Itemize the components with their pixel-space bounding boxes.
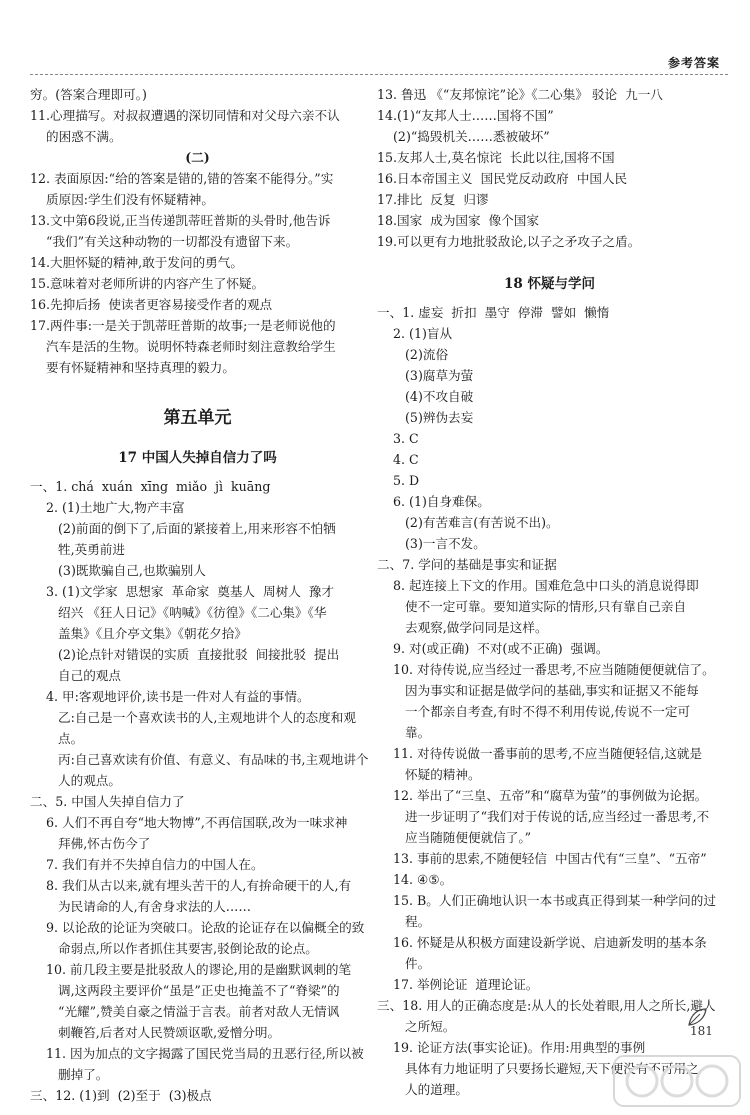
answer-line: 3. (1)文学家 思想家 革命家 奠基人 周树人 豫才 [30,584,334,599]
lesson-title: 17 中国人失掉自信力了吗 [118,450,277,466]
answer-line: (2)有苦难言(有苦说不出)。 [377,515,559,530]
answer-line: 14. ④⑤。 [377,872,453,887]
answer-line: 绍兴 《狂人日记》《呐喊》《彷徨》《二心集》《华 [30,605,327,620]
answer-line: “我们”有关这种动物的一切都没有遗留下来。 [30,234,299,249]
answer-line: 靠。 [377,725,431,740]
answer-line: 16.日本帝国主义 国民党反动政府 中国人民 [377,171,628,186]
answer-line: 13.文中第6段说,正当传递凯蒂旺普斯的头骨时,他告诉 [30,213,331,228]
header-title: 参考答案 [667,56,720,70]
answer-line: 14.(1)“友邦人士……国将不国” [377,108,554,123]
answer-line: 人的观点。 [30,773,121,788]
answer-line: 调,这两段主要评价“虽是”正史也掩盖不了“脊梁”的 [30,983,340,998]
answer-line: (4)不攻自破 [377,389,474,404]
answer-line: 盖集》《且介亭文集》《朝花夕拾》 [30,626,247,641]
answer-line: 15.意味着对老师所讲的内容产生了怀疑。 [30,276,265,291]
answer-line: (3)一言不发。 [377,536,486,551]
answer-line: 使不一定可靠。要知道实际的情形,只有靠自己亲自 [377,599,687,614]
answer-line: 11.心理描写。对叔叔遭遇的深切同情和对父母六亲不认 [30,108,340,123]
answer-line: 17.排比 反复 归谬 [377,192,489,207]
answer-line: 13. 事前的思索,不随便轻信 中国古代有“三皇”、“五帝” [377,851,707,866]
answer-line: 12. 表面原因:“给的答案是错的,错的答案不能得分。”实 [30,171,334,186]
lesson-title: 18 怀疑与学问 [504,276,595,292]
answer-line: 2. (1)土地广大,物产丰富 [30,500,185,515]
answer-line: 程。 [377,914,431,929]
answer-line: 11. 对待传说做一番事前的思考,不应当随便轻信,这就是 [377,746,703,761]
answer-line: 去观察,做学问同是这样。 [377,620,548,635]
answer-line: 穷。(答案合理即可。) [30,87,147,102]
answer-line: 8. 起连接上下文的作用。国难危急中口头的消息说得即 [377,578,699,593]
left-column [30,84,369,1106]
lesson-18-answers [377,302,722,1100]
answer-line: 8. 我们从古以来,就有埋头苦干的人,有拚命硬干的人,有 [30,878,352,893]
answer-line: 为民请命的人,有舍身求法的人…… [30,899,251,914]
answer-line: 件。 [377,956,431,971]
answer-line: (5)辨伪去妄 [377,410,474,425]
section-title: (二) [185,150,210,165]
answer-line: 15.友邦人士,莫名惊诧 长此以往,国将不国 [377,150,615,165]
answer-line: 6. 人们不再自夸“地大物博”,不再信国联,改为一味求神 [30,815,348,830]
lesson-17-continued [377,84,722,252]
watermark-logo [612,1052,742,1110]
answer-line: 刺鞭笞,后者对人民赞颂讴歌,爱憎分明。 [30,1025,281,1040]
answer-line: 进一步证明了“我们对于传说的话,应当经过一番思考,不 [377,809,710,824]
answer-line: 12. 举出了“三皇、五帝”和“腐草为萤”的事例做为论据。 [377,788,708,803]
answer-line: 牲,英勇前进 [30,542,125,557]
right-column [377,84,722,1100]
answer-line: 三、12. (1)到 (2)至于 (3)极点 [30,1088,212,1103]
answer-line: 11. 因为加点的文字揭露了国民党当局的丑恶行径,所以被 [30,1046,364,1061]
answer-line: 二、7. 学问的基础是事实和证据 [377,557,557,572]
answer-line: 7. 我们有并不失掉自信力的中国人在。 [30,857,264,872]
answer-line: (2)前面的倒下了,后面的紧接着上,用来形容不怕牺 [30,521,336,536]
answer-line: 5. D [377,473,420,488]
answer-line: 13. 鲁迅 《“友邦惊诧”论》《二心集》 驳论 九一八 [377,87,663,102]
answer-line: 人的道理。 [377,1082,468,1097]
answer-line: 一、1. chá xuán xīng miǎo jì kuāng [30,479,271,494]
answer-line: 4. 甲:客观地评价,读书是一件对人有益的事情。 [30,689,310,704]
answer-line: 怀疑的精神。 [377,767,481,782]
answer-line: 19. 论证方法(事实论证)。作用:用典型的事例 [377,1040,646,1055]
answer-line: 丙:自己喜欢读有价值、有意义、有品味的书,主观地讲个 [30,752,369,767]
answer-line: 具体有力地证明了只要扬长避短,天下便没有不可用之 [377,1061,699,1076]
answer-line: 18.国家 成为国家 像个国家 [377,213,539,228]
answer-line: (2)论点针对错误的实质 直接批驳 间接批驳 提出 [30,647,340,662]
answer-line: 汽车是活的生物。说明怀特森老师时刻注意教给学生 [30,339,336,354]
answer-line: 3. C [377,431,419,446]
page-number: 181 [690,1024,713,1038]
answer-line: 14.大胆怀疑的精神,敢于发问的勇气。 [30,255,243,270]
answer-line: 9. 以论敌的论证为突破口。论敌的论证存在以偏概全的致 [30,920,365,935]
answer-line: “光耀”,赞美自豪之情溢于言表。前者对敌人无情讽 [30,1004,340,1019]
answer-line: 6. (1)自身难保。 [377,494,490,509]
answer-line: 因为事实和证据是做学问的基础,事实和证据又不能每 [377,683,699,698]
answer-line: (2)“捣毁机关……悉被破坏” [377,129,550,144]
answer-line: 19.可以更有力地批驳敌论,以子之矛攻子之盾。 [377,234,641,249]
answer-line: (2)流俗 [377,347,449,362]
answer-line: 16. 怀疑是从积极方面建设新学说、启迪新发明的基本条 [377,935,707,950]
answer-line: 9. 对(或正确) 不对(或不正确) 强调。 [377,641,609,656]
answer-line: 二、5. 中国人失掉自信力了 [30,794,185,809]
answer-line: 自己的观点 [30,668,121,683]
answer-line: 10. 对待传说,应当经过一番思考,不应当随随便便就信了。 [377,662,715,677]
answer-line: 要有怀疑精神和坚持真理的毅力。 [30,360,235,375]
answer-line: 命弱点,所以作者抓住其要害,驳倒论敌的论点。 [30,941,318,956]
answer-line: 15. B。人们正确地认识一本书或真正得到某一种学问的过 [377,893,716,908]
answer-line: 一个都亲自考查,有时不得不利用传说,传说不一定可 [377,704,691,719]
answer-line: 4. C [377,452,419,467]
answer-line: 的困惑不满。 [30,129,122,144]
lesson-17-answers [30,476,369,1106]
answer-line: 之所短。 [377,1019,456,1034]
answer-line: 删掉了。 [30,1067,109,1082]
answer-line: 2. (1)盲从 [377,326,453,341]
answer-line: 17. 举例论证 道理论证。 [377,977,539,992]
answer-line: 应当随随便便就信了。” [377,830,532,845]
answer-line: (3)腐草为萤 [377,368,474,383]
answer-line: 17.两件事:一是关于凯蒂旺普斯的故事;一是老师说他的 [30,318,336,333]
answer-line: 一、1. 虚妄 折扣 墨守 停滞 譬如 懒惰 [377,305,610,320]
answer-line: 点。 [30,731,84,746]
answer-line: (3)既欺骗自己,也欺骗别人 [30,563,206,578]
answer-line: 乙:自己是一个喜欢读书的人,主观地讲个人的态度和观 [30,710,356,725]
left-top-block [30,84,365,147]
unit-title: 第五单元 [163,408,232,428]
page-header [30,52,728,75]
answer-line: 三、18. 用人的正确态度是:从人的长处着眼,用人之所长,避人 [377,998,716,1013]
answer-line: 质原因:学生们没有怀疑精神。 [30,192,214,207]
answer-line: 10. 前几段主要是批驳敌人的谬论,用的是幽默讽刺的笔 [30,962,352,977]
section-2-answers [30,168,365,378]
answer-line: 拜佛,怀古伤今了 [30,836,151,851]
answer-line: 16.先抑后扬 使读者更容易接受作者的观点 [30,297,273,312]
